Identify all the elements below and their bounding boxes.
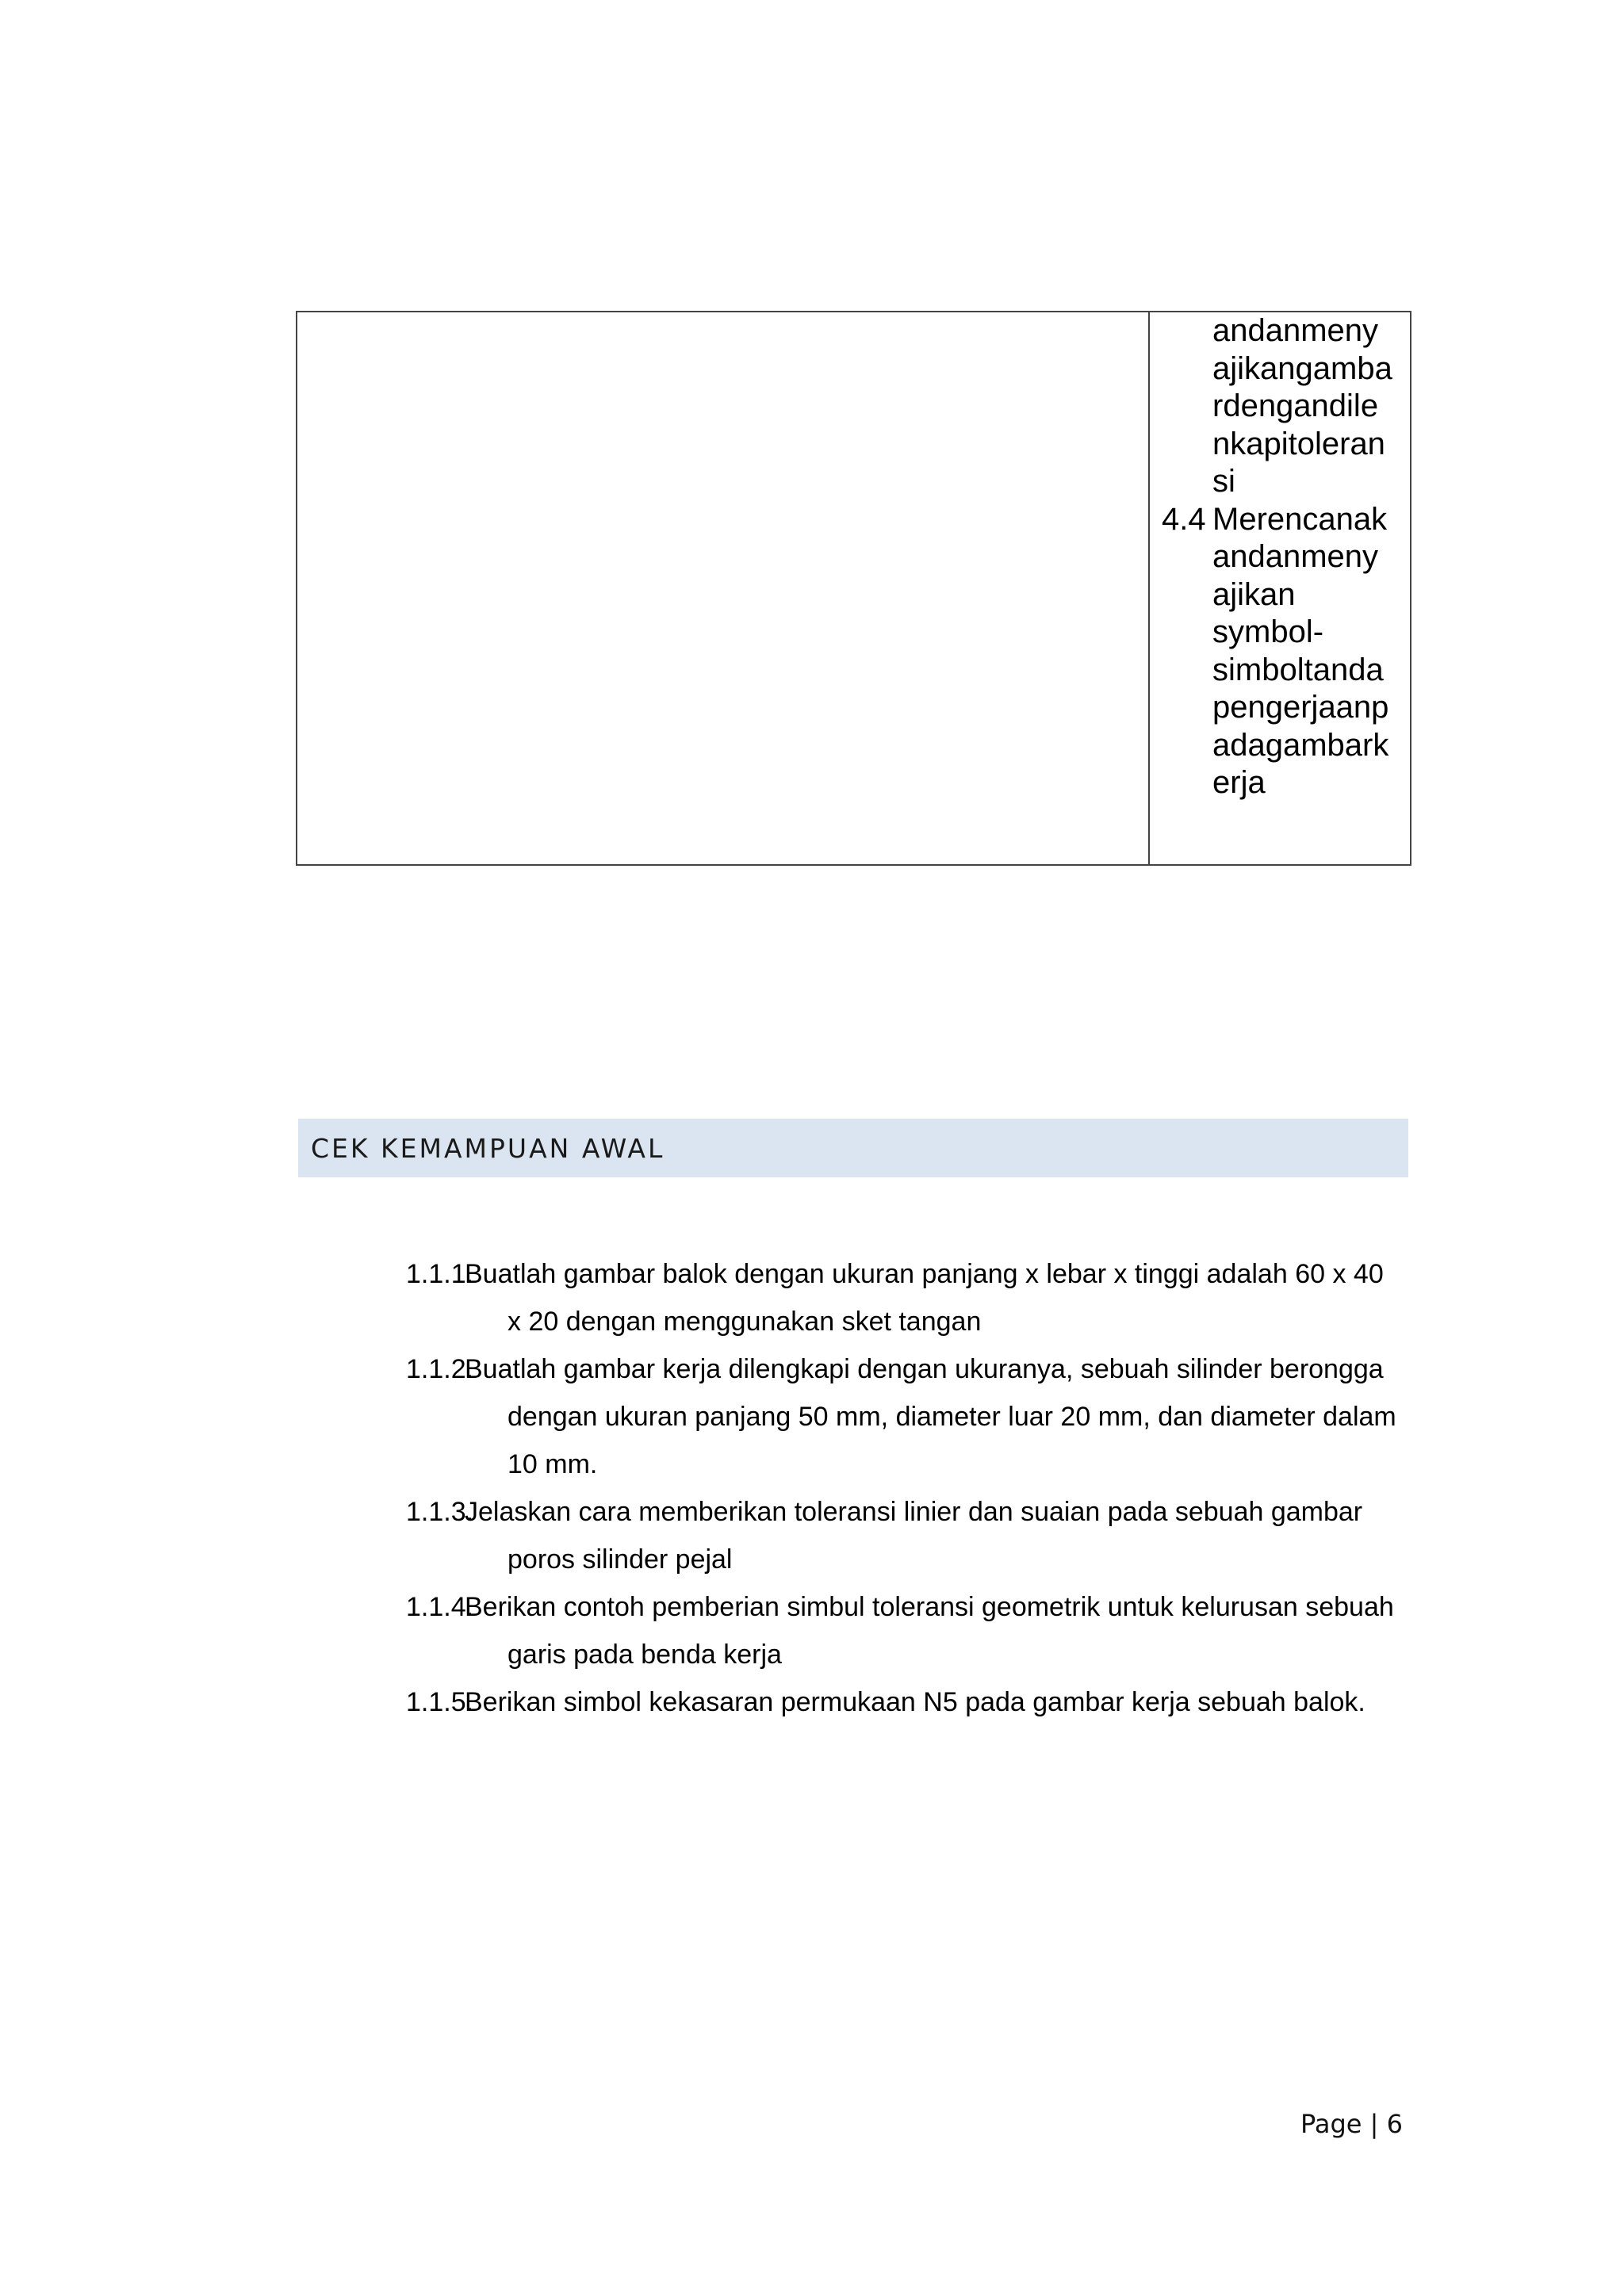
cell-line — [1162, 350, 1408, 388]
section-heading: CEK KEMAMPUAN AWAL — [311, 1133, 665, 1164]
list-item-text: Jelaskan cara memberikan toleransi linier dan suaian pada sebuah gambar poros silinder pejal — [465, 1497, 1363, 1575]
cell-line-text: symbol- — [1212, 614, 1324, 649]
cell-line-text: ajikangamba — [1212, 350, 1392, 386]
cell-line — [1162, 312, 1408, 350]
cell-line-number — [1162, 388, 1212, 426]
cell-line — [1162, 501, 1408, 539]
cell-line — [1162, 614, 1408, 652]
cell-line-text: rdengandile — [1212, 388, 1379, 423]
cell-line-text: si — [1212, 464, 1235, 499]
list-item-number: 1.1.2. — [406, 1354, 474, 1384]
cell-line — [1162, 576, 1408, 614]
list-item — [406, 1250, 1397, 1345]
cell-line — [1162, 538, 1408, 576]
list-item — [406, 1488, 1397, 1583]
list-item — [406, 1678, 1397, 1726]
cell-line-number — [1162, 426, 1212, 464]
cell-line-number — [1162, 312, 1212, 350]
competency-table — [296, 311, 1411, 866]
cell-line-number — [1162, 652, 1212, 690]
cell-line-number — [1162, 727, 1212, 765]
cell-line-number — [1162, 350, 1212, 388]
question-list — [406, 1250, 1397, 1726]
cell-line-number: 4.4 — [1162, 501, 1206, 537]
list-item-text: Buatlah gambar balok dengan ukuran panjang x lebar x tinggi adalah 60 x 40 x 20 dengan menggunakan sket tangan — [465, 1259, 1384, 1337]
cell-line-number — [1162, 689, 1212, 727]
list-item-text: Berikan contoh pemberian simbul toleransi geometrik untuk kelurusan sebuah garis pada benda kerja — [465, 1592, 1394, 1670]
cell-line-text: adagambark — [1212, 727, 1389, 763]
list-item-number: 1.1.1. — [406, 1259, 474, 1289]
cell-line-text: Merencanak — [1212, 501, 1388, 537]
table-column-divider — [1148, 312, 1150, 864]
cell-line-text: erja — [1212, 765, 1266, 800]
page-number: Page | 6 — [1300, 2109, 1403, 2139]
cell-line — [1162, 727, 1408, 765]
cell-line-text: nkapitoleran — [1212, 426, 1385, 461]
cell-line — [1162, 463, 1408, 501]
cell-line-text: simboltanda — [1212, 652, 1384, 687]
table-right-cell — [1162, 312, 1408, 802]
cell-line-number — [1162, 614, 1212, 652]
list-item — [406, 1345, 1397, 1488]
list-item-text: Berikan simbol kekasaran permukaan N5 pada gambar kerja sebuah balok. — [465, 1687, 1365, 1717]
cell-line-number — [1162, 538, 1212, 576]
list-item — [406, 1583, 1397, 1678]
cell-line-text: ajikan — [1212, 576, 1296, 612]
list-item-number: 1.1.5. — [406, 1687, 474, 1717]
cell-line-text: andanmeny — [1212, 539, 1379, 574]
cell-line-text: andanmeny — [1212, 313, 1379, 348]
cell-line — [1162, 426, 1408, 464]
cell-line — [1162, 388, 1408, 426]
cell-line-number — [1162, 576, 1212, 614]
cell-line-text: pengerjaanp — [1212, 690, 1389, 725]
section-heading-bar — [298, 1119, 1408, 1177]
cell-line-number — [1162, 764, 1212, 802]
list-item-number: 1.1.3. — [406, 1497, 474, 1527]
cell-line-number — [1162, 463, 1212, 501]
cell-line — [1162, 689, 1408, 727]
list-item-text: Buatlah gambar kerja dilengkapi dengan ukuranya, sebuah silinder berongga dengan ukuran panjang 50 mm, diameter luar 20 mm, dan diameter dalam 10 mm. — [465, 1354, 1396, 1479]
cell-line — [1162, 652, 1408, 690]
list-item-number: 1.1.4. — [406, 1592, 474, 1622]
cell-line — [1162, 764, 1408, 802]
